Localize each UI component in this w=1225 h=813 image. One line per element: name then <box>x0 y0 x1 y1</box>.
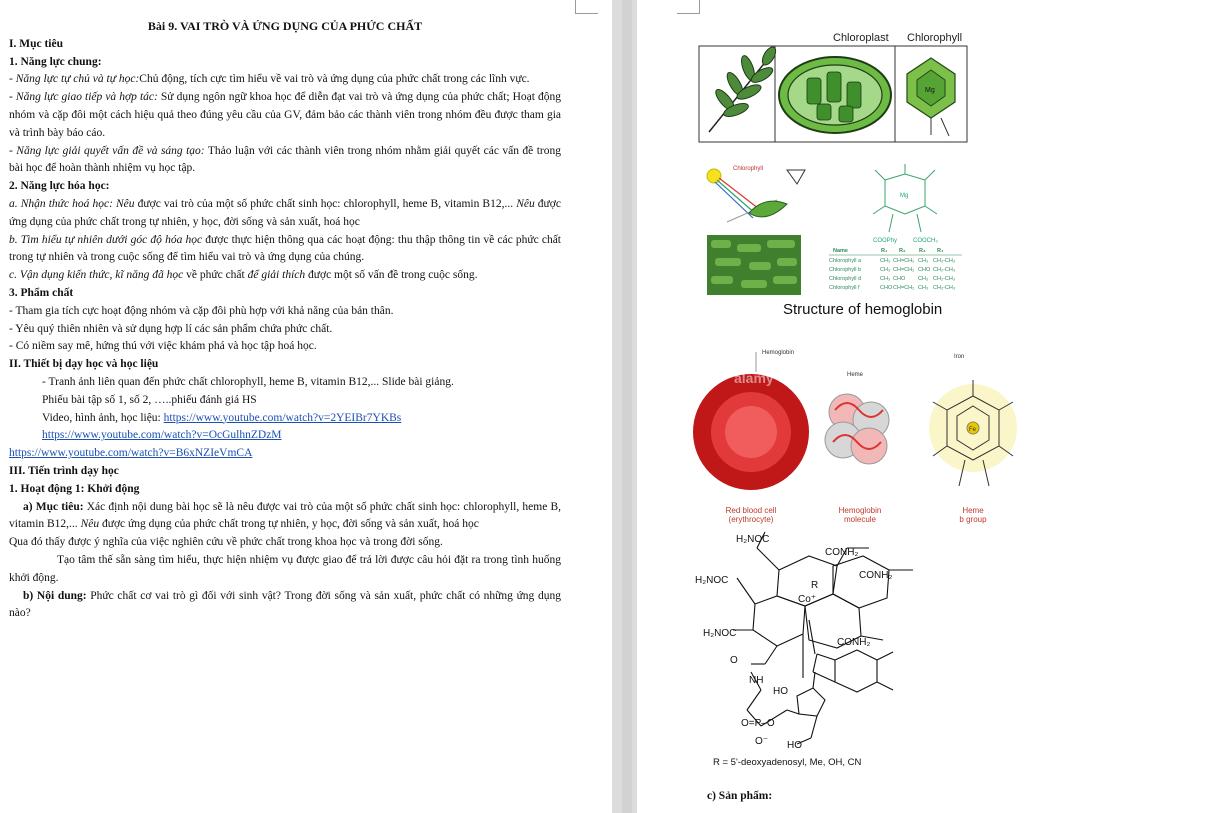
label: c. Vận dụng kiến thức, kĩ năng đã học <box>9 269 184 282</box>
text: Sử dụng ngôn ngữ khoa học để diễn đạt vai trò và ứng dụng của phức chất; Hoạt động nhóm và cặp đôi một cách hiệu quả theo đúng yêu cầu của GV, đảm bảo các thành viên trong nhóm đều được tham gia và trình bày báo cáo. <box>9 91 561 139</box>
svg-text:Chlorophyll f: Chlorophyll f <box>829 285 860 291</box>
label: Video, hình ảnh, học liệu: <box>42 411 164 424</box>
svg-text:Chlorophyll b: Chlorophyll b <box>829 267 862 273</box>
svg-text:CH₃: CH₃ <box>880 267 891 273</box>
heading-qualities: 3. Phẩm chất <box>9 286 74 299</box>
emphasis: để giải thích <box>247 269 306 282</box>
b12-h2noc-bottom: H₂NOC <box>703 628 737 639</box>
table-row <box>829 267 955 273</box>
paragraph-readiness: Tạo tâm thế sẵn sàng tìm hiểu, thực hiện nhiệm vụ được giao để trả lời được câu hỏi đặt ra trong tình huống khởi động. <box>9 553 561 584</box>
text: được một số vấn đề trong cuộc sống. <box>305 269 478 282</box>
svg-text:Chlorophyll d: Chlorophyll d <box>829 276 862 282</box>
svg-text:R₄: R₄ <box>937 248 944 254</box>
document-body <box>9 18 561 623</box>
mg-center-label: Mg <box>900 193 909 199</box>
heme-label: Heme <box>847 372 864 378</box>
video-link-3[interactable]: https://www.youtube.com/watch?v=B6xNZIeVmCA <box>9 447 253 460</box>
heme-caption: Heme <box>962 506 984 515</box>
svg-text:CH₂-CH₃: CH₂-CH₃ <box>933 258 956 264</box>
label: a) Mục tiêu: <box>23 500 84 513</box>
svg-text:CH=CH₂: CH=CH₂ <box>893 267 915 273</box>
fe-label: Fe <box>969 427 977 433</box>
svg-text:CHO: CHO <box>880 285 893 291</box>
b12-conh2-1: CONH₂ <box>825 547 859 558</box>
heading-chemistry-competence: 2. Năng lực hóa học: <box>9 180 110 193</box>
video-link-1[interactable]: https://www.youtube.com/watch?v=2YEIBr7YKBs <box>163 411 402 424</box>
hb-caption-2: molecule <box>843 515 877 524</box>
lesson-title: Bài 9. VAI TRÒ VÀ ỨNG DỤNG CỦA PHỨC CHẤT <box>147 19 423 33</box>
svg-text:CHO: CHO <box>893 276 906 282</box>
product-heading: c) Sản phẩm: <box>707 790 773 802</box>
paragraph-self-study <box>9 71 561 89</box>
svg-text:CH₂-CH₃: CH₂-CH₃ <box>933 285 956 291</box>
rbc-caption: Red blood cell <box>725 506 777 515</box>
svg-text:Chlorophyll a: Chlorophyll a <box>829 258 862 264</box>
cooph-label: COOPhy <box>873 238 898 244</box>
heme-caption-2: b group <box>959 515 987 524</box>
heading-general-competence: 1. Năng lực chung: <box>9 55 102 68</box>
vitamin-b12-structure <box>695 532 913 768</box>
hemoglobin-figure <box>693 350 1017 524</box>
document-page-left <box>0 0 612 813</box>
equipment-item: Phiếu bài tập số 1, số 2, …..phiếu đánh giá HS <box>42 393 257 406</box>
text: Chủ động, tích cực tìm hiểu về vai trò và ứng dụng của phức chất trong các lĩnh vực. <box>139 73 530 86</box>
svg-text:R₁: R₁ <box>881 248 888 254</box>
svg-text:CH₃: CH₃ <box>918 276 929 282</box>
b12-conh2-3: CONH₂ <box>837 637 871 648</box>
emphasis: Nêu <box>516 197 535 210</box>
b12-ho-2: HO <box>787 740 802 751</box>
heading-activity-1: 1. Hoạt động 1: Khởi động <box>9 482 140 495</box>
text: Thảo luận với các thành viên trong nhóm nhằm giải quyết các vấn đề trong bài học để hoàn thành nhiệm vụ học tập. <box>9 144 561 175</box>
b12-opo-label: O=P–O <box>741 718 775 729</box>
b12-r-label: R <box>811 580 819 591</box>
paragraph-meaning: Qua đó thấy được ý nghĩa của việc nghiên cứu về phức chất trong khoa học và trong đời sống. <box>9 536 443 549</box>
chlorophyll-label: Chlorophyll <box>907 32 963 44</box>
svg-text:CH=CH₂: CH=CH₂ <box>893 285 915 291</box>
table-row <box>829 285 955 291</box>
svg-text:R₃: R₃ <box>919 248 926 254</box>
watermark-text: alamy <box>734 370 774 386</box>
equipment-videos-2 <box>9 427 561 445</box>
emphasis: Nêu <box>112 197 135 210</box>
b12-o-label: O <box>730 655 738 666</box>
hb-caption: Hemoglobin <box>838 506 882 515</box>
b12-conh2-2: CONH₂ <box>859 570 893 581</box>
prism-icon <box>787 170 805 184</box>
text: về phức chất <box>183 269 248 282</box>
photosynthesis-figure <box>707 164 962 295</box>
label: - Năng lực giao tiếp và hợp tác: <box>9 91 158 104</box>
equipment-videos-3 <box>9 445 561 463</box>
chlorophyll-table <box>829 248 962 291</box>
chloroplast-label: Chloroplast <box>833 32 889 44</box>
svg-text:CH₃: CH₃ <box>918 285 929 291</box>
table-header <box>833 248 944 254</box>
svg-text:CHO: CHO <box>918 267 931 273</box>
svg-text:R₂: R₂ <box>899 248 906 254</box>
paragraph-problem-solving <box>9 143 561 179</box>
heading-process: III. Tiến trình dạy học <box>9 464 119 477</box>
text: được ứng dụng của phức chất trong tự nhiên, y học, đời sống và sản xuất, hoá học <box>9 197 561 228</box>
table-row <box>829 276 955 282</box>
label: b. Tìm hiểu tự nhiên dưới góc độ hóa học <box>9 233 203 246</box>
emphasis: Nêu <box>80 518 100 531</box>
paragraph-goal <box>9 499 561 535</box>
label: a. Nhận thức hoá học: <box>9 197 113 210</box>
svg-text:CH₃: CH₃ <box>918 258 929 264</box>
paragraph-content <box>9 588 561 624</box>
equipment-videos <box>9 410 561 428</box>
page-gap <box>612 0 637 813</box>
b12-r-caption: R = 5'-deoxyadenosyl, Me, OH, CN <box>713 757 862 768</box>
svg-text:CH₂-CH₃: CH₂-CH₃ <box>933 267 956 273</box>
chloroplast-strip-figure <box>699 32 967 142</box>
video-link-2[interactable]: https://www.youtube.com/watch?v=OcGulhnZDzM <box>42 429 282 442</box>
label: - Năng lực giải quyết vấn đề và sáng tạo: <box>9 144 205 157</box>
svg-text:CH₃: CH₃ <box>880 276 891 282</box>
page-edge <box>622 0 632 813</box>
table-row <box>829 258 955 264</box>
text: được ứng dụng của phức chất trong tự nhiên, y học, đời sống và sản xuất, hoá học <box>99 518 479 531</box>
quality-item: - Tham gia tích cực hoạt động nhóm và cặp đôi phù hợp với khả năng của bản thân. <box>9 304 394 317</box>
quality-item: - Có niềm say mê, hứng thú với việc khám phá và học tập hoá học. <box>9 340 317 353</box>
rbc-caption-2: (erythrocyte) <box>728 515 774 524</box>
b12-nh-label: NH <box>749 675 764 686</box>
svg-text:CH₃: CH₃ <box>880 258 891 264</box>
heading-objectives: I. Mục tiêu <box>9 37 63 50</box>
svg-text:CH₂-CH₃: CH₂-CH₃ <box>933 276 956 282</box>
hemoglobin-molecule-icon <box>825 394 889 464</box>
paragraph-communication <box>9 89 561 142</box>
hemoglobin-structure-title: Structure of hemoglobin <box>783 301 943 318</box>
figures-canvas <box>637 0 1225 813</box>
quality-item: - Yêu quý thiên nhiên và sử dụng hợp lí các sản phẩm chứa phức chất. <box>9 322 333 335</box>
cooch3-label: COOCH₃ <box>913 238 938 244</box>
iron-label: Iron <box>954 354 965 360</box>
b12-co-label: Co⁺ <box>798 594 817 605</box>
heading-equipment: II. Thiết bị dạy học và học liệu <box>9 358 159 371</box>
hemoglobin-top-label: Hemoglobin <box>762 350 795 356</box>
text: được vai trò của một số phức chất sinh học: chlorophyll, heme B, vitamin B12,... <box>134 197 517 210</box>
crop-mark <box>575 0 598 14</box>
label: b) Nội dung: <box>23 589 87 602</box>
chlorophyll-small-label: Chlorophyll <box>733 166 764 172</box>
b12-ominus-label: O⁻ <box>755 736 769 747</box>
label: - Năng lực tự chủ và tự học: <box>9 73 140 86</box>
b12-h2noc-left: H₂NOC <box>695 575 729 586</box>
text: được thực hiện thông qua các hoạt động: thu thập thông tin về các phức chất trong tự nhiên và trong cuộc sống để tìm hiểu vai trò và ứng dụng của chúng. <box>9 233 561 264</box>
leaf-icon <box>749 201 787 217</box>
paragraph-awareness <box>9 196 561 232</box>
text: Xác định nội dung bài học sẽ là nêu được vai trò của một số phức chất sinh học: chlorophyll, heme B, vitamin B12,... <box>9 500 561 531</box>
document-page-right <box>637 0 1225 813</box>
b12-ho-1: HO <box>773 686 788 697</box>
text: Phức chất cơ vai trò gì đối với sinh vật? Trong đời sống và sản xuất, phức chất có những ứng dụng nào? <box>9 589 561 620</box>
equipment-item: - Tranh ảnh liên quan đến phức chất chlorophyll, heme B, vitamin B12,... Slide bài giảng. <box>42 375 454 388</box>
b12-h2noc-top: H₂NOC <box>736 534 770 545</box>
svg-text:CH=CH₂: CH=CH₂ <box>893 258 915 264</box>
paragraph-explore <box>9 232 561 268</box>
svg-text:Name: Name <box>833 248 848 254</box>
mg-label: Mg <box>925 87 935 94</box>
paragraph-apply <box>9 267 561 285</box>
